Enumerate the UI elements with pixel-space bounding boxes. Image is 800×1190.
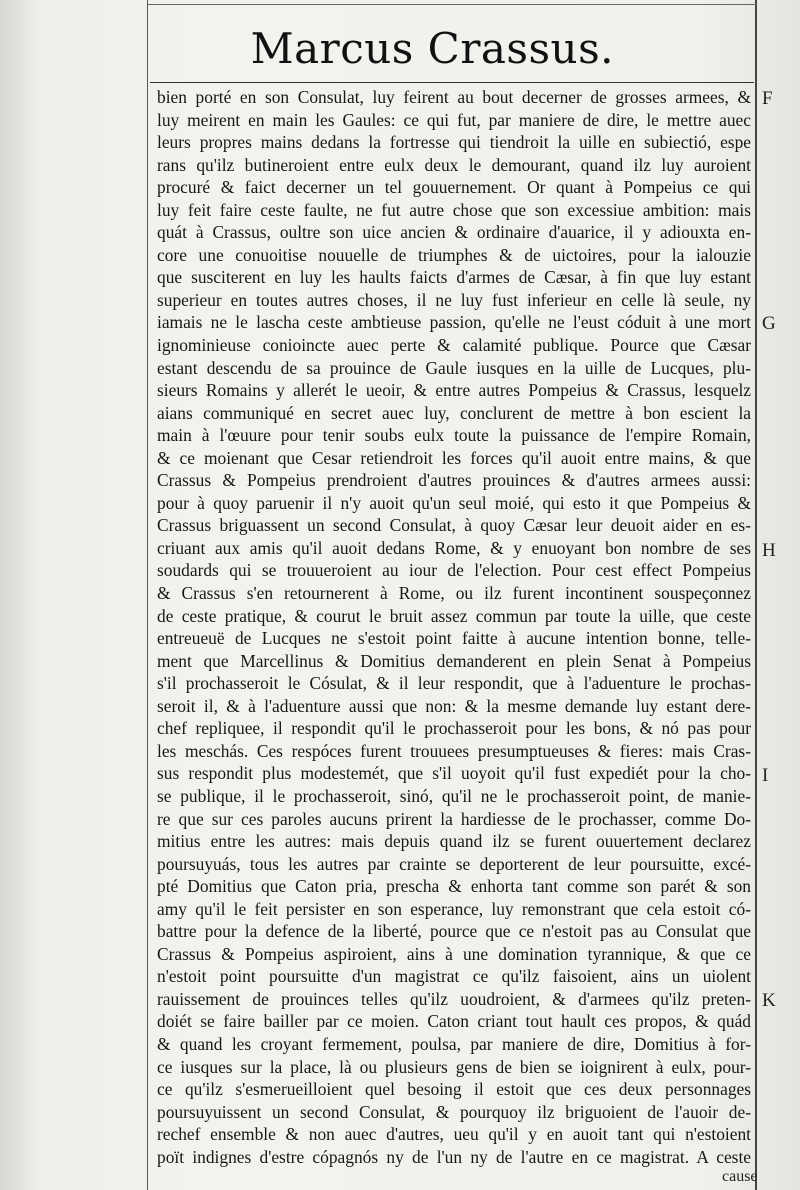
text-line: entreueuë de Lucques ne s'estoit point faitte à aucune intention bonne, telle-	[157, 628, 751, 649]
text-line: estant descendu de sa prouince de Gaule iusques en la uille de Lucques, plu-	[157, 357, 751, 378]
text-line: procuré & faict decerner un tel gouuernement. Or quant à Pompeius ce qui	[157, 177, 751, 198]
text-line: luy meirent en main les Gaules: ce qui fut, par maniere de dire, le mettre auec	[157, 109, 751, 130]
text-line: rechef ensemble & non auec d'autres, ueu qu'il y en auoit tant qui n'estoient	[157, 1124, 751, 1145]
text-line: poursuyuás, tous les autres par crainte se deporterent de leur poursuitte, excé-	[157, 853, 751, 874]
text-line: sieurs Romains y allerét le ueoir, & entre autres Pompeius & Crassus, lesquelz	[157, 380, 751, 401]
running-title: Marcus Crassus.	[250, 24, 614, 73]
text-line: poït indignes d'estre cópagnós ny de l'un ny de l'autre en ce magistrat. A ceste	[157, 1146, 751, 1167]
text-line: s'il prochasseroit le Cósulat, & il leur respondit, que à l'aduenture le prochas-	[157, 673, 751, 694]
text-line: soudards qui se trouueroient au iour de l'election. Pour cest effect Pompeius	[157, 560, 751, 581]
text-line: bien porté en son Consulat, luy feirent au bout decerner de grosses armees, &	[157, 87, 751, 107]
text-line: aians communiqué en secret auec luy, conclurent de mettre à bon escient la	[157, 402, 751, 423]
text-line: ment que Marcellinus & Domitius demanderent en plein Senat à Pompeius	[157, 650, 751, 671]
text-line: sus respondit plus modestemét, que s'il uoyoit qu'il fust expediét pour la cho-	[157, 763, 751, 784]
text-line: core une conuoitise nouuelle de triumphes & de uictoires, pour la ialouzie	[157, 244, 751, 265]
text-line: Crassus briguassent un second Consulat, à quoy Cæsar leur deuoit aider en es-	[157, 515, 751, 536]
text-line: main à l'œuure pour tenir soubs eulx toute la puissance de l'empire Romain,	[157, 425, 751, 446]
text-line: re que sur ces paroles aucuns prirent la hardiesse de le prochasser, comme Do-	[157, 808, 751, 829]
text-line: pour à quoy paruenir il n'y auoit qu'un seul moié, qui esto it que Pompeius &	[157, 492, 751, 513]
text-line: battre pour la defence de la liberté, pource que ce n'estoit pas au Consulat que	[157, 921, 751, 942]
text-line: mitius entre les autres: mais depuis quand ilz se furent ouuertement declarez	[157, 831, 751, 852]
text-line: poursuyuissent un second Consulat, & pourquoy ilz briguoient de l'auoir de-	[157, 1101, 751, 1122]
margin-letter-g: G	[762, 313, 776, 334]
margin-letter-h: H	[762, 540, 776, 561]
text-line: amy qu'il le feit persister en son esperance, luy remonstrant que cela estoit có-	[157, 898, 751, 919]
text-line: pté Domitius que Caton pria, prescha & enhorta tant comme son parét & son	[157, 876, 751, 897]
text-line: leurs propres mains dedans la fortresse qui tiendroit la uille en subiectió, espe	[157, 132, 751, 153]
text-line: ce qu'ilz s'esmerueilloient quel besoing il estoit que ces deux personnages	[157, 1079, 751, 1100]
text-line: & quand les croyant fermement, poulsa, par maniere de dire, Domitius à for-	[157, 1033, 751, 1054]
text-line: rauissement de prouinces telles qu'ilz uoudroient, & d'armees qu'ilz preten-	[157, 988, 751, 1009]
text-line: n'estoit point poursuitte d'un magistrat ce qu'ilz faisoient, ains un uiolent	[157, 966, 751, 987]
top-rule	[147, 4, 757, 5]
text-line: & ce moienant que Cesar retiendroit les forces qu'il auoit entre mains, & que	[157, 447, 751, 468]
left-margin-rule	[147, 0, 148, 1190]
text-line: iamais ne le lascha ceste ambtieuse passion, qu'elle ne l'eust códuit à une mort	[157, 312, 751, 333]
text-line: chef repliquee, il respondit qu'il le prochasseroit pour les bons, & nó pas pour	[157, 718, 751, 739]
text-line: de ceste pratique, & courut le bruit assez commun par toute la uille, que ceste	[157, 605, 751, 626]
text-line: les meschás. Ces respóces furent trouuees presumptueuses & fieres: mais Cras-	[157, 740, 751, 761]
text-line: criuant aux amis qu'il auoit dedans Rome, & y enuoyant bon nombre de ses	[157, 537, 751, 558]
text-line: superieur en toutes autres choses, il ne luy fust inferieur en celle là seule, ny	[157, 289, 751, 310]
margin-letter-f: F	[762, 88, 773, 109]
margin-letter-k: K	[762, 990, 776, 1011]
text-line: rans qu'ilz butineroient entre eulx deux le demourant, quand ilz luy auroient	[157, 154, 751, 175]
catchword: cause	[722, 1168, 758, 1185]
right-margin-rule	[755, 0, 757, 1190]
text-line: ignominieuse conioincte auec perte & calamité publique. Pource que Cæsar	[157, 335, 751, 356]
text-line: Crassus & Pompeius prendroient d'autres prouinces & d'autres armees aussi:	[157, 470, 751, 491]
body-text	[157, 86, 751, 1168]
text-line: & Crassus s'en retournerent à Rome, ou ilz furent incontinent souspeçonnez	[157, 583, 751, 604]
text-line: luy feit faire ceste faulte, ne fut autre chose que son excessiue ambition: mais	[157, 199, 751, 220]
text-line: se publique, il le prochasseroit, sinó, qu'il ne le prochasseroit point, de manie-	[157, 785, 751, 806]
text-line: Crassus & Pompeius aspiroient, ains à une domination tyrannique, & que ce	[157, 943, 751, 964]
margin-letter-i: I	[762, 765, 769, 786]
text-line: que susciterent en luy les haults faicts d'armes de Cæsar, à fin que luy estant	[157, 267, 751, 288]
text-line: doiét se faire bailler par ce moien. Caton criant tout hault ces propos, & quád	[157, 1011, 751, 1032]
page-header	[150, 8, 754, 83]
text-line: ce iusques sur la place, là ou plusieurs gens de bien se ioignirent à eulx, pour-	[157, 1056, 751, 1077]
text-line: seroit il, & à l'aduenture aussi que non: & la mesme demande luy estant dere-	[157, 695, 751, 716]
text-line: quát à Crassus, oultre son uice ancien & ordinaire d'auarice, il y adiouxta en-	[157, 222, 751, 243]
